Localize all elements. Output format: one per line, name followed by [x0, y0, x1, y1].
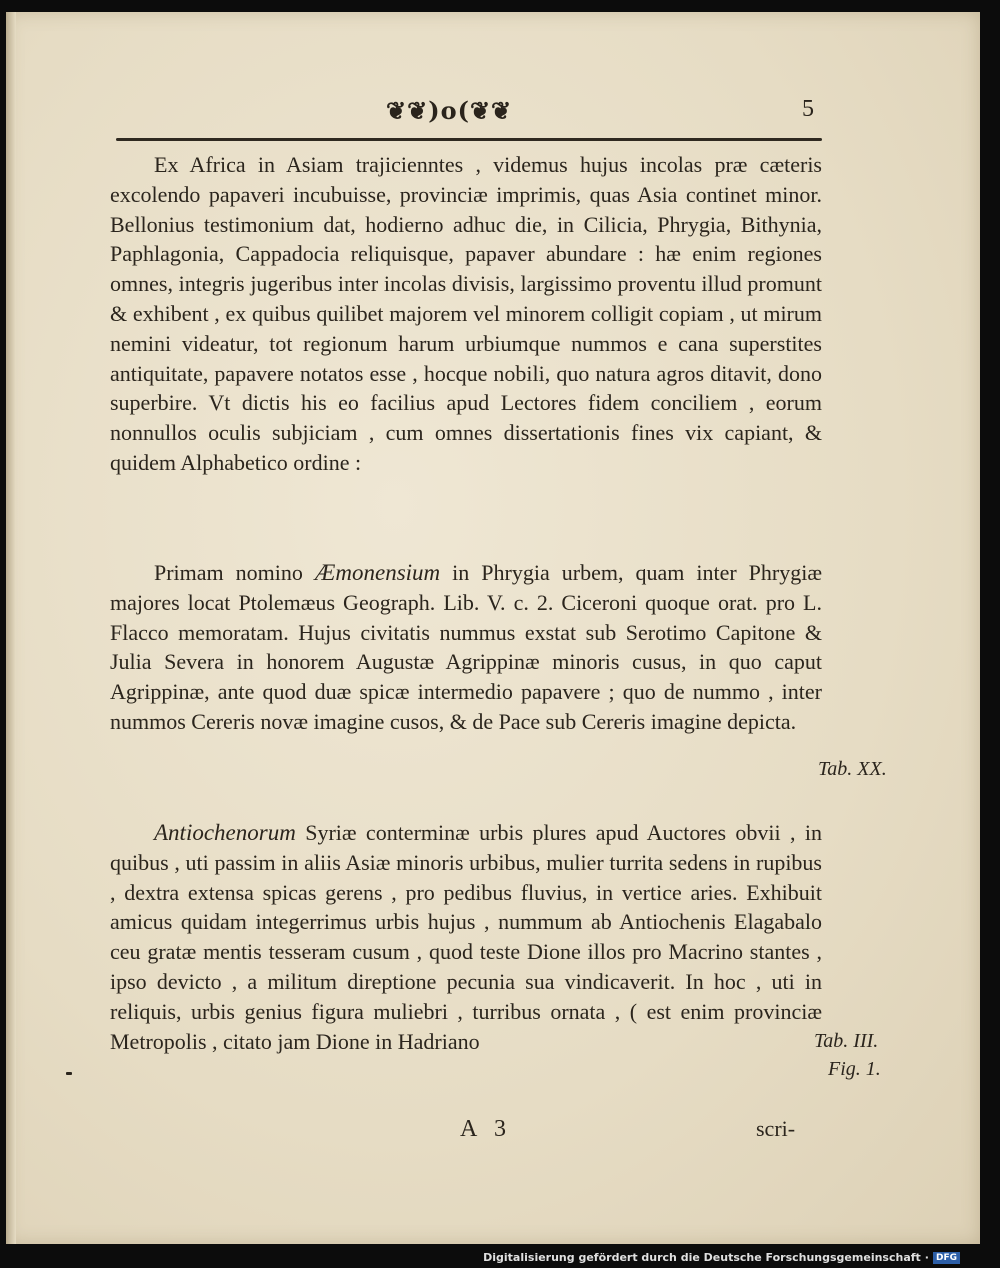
book-page	[6, 12, 980, 1244]
page-header	[6, 90, 980, 136]
credit-separator: ·	[924, 1251, 929, 1264]
paragraph-3	[110, 818, 822, 1056]
paragraph-2-body: in Phrygia urbem, quam inter Phrygiæ majores locat Ptolemæus Geograph. Lib. V. c. 2. Ciceroni quoque orat. pro L. Flacco memoratam. Hujus civitatis nummus exstat sub Serotimo Capitone & Julia Severa in honorem Augustæ Agrippinæ minoris cusus, in quo caput Agrippinæ, ante quod duæ spicæ intermedio papavere ; quo de nummo , inter nummos Cereris novæ imagine cusos, & de Pace sub Cereris imagine depicta.	[110, 560, 823, 734]
paragraph-3-body: Syriæ conterminæ urbis plures apud Auctores obvii , in quibus , uti passim in aliis Asiæ minoris urbibus, mulier turrita sedens in rupibus , dextra extensa spicas gerens , pro pedibus fluvius, in vertice aries. Exhibuit amicus quidam integerrimus urbis hujus , nummum ab Antiochenis Elagabalo ceu gratæ mentis tesseram cusum , quod teste Dione illos pro Macrino stantes , ipso devicto , a militum direptione pecunia sua vindicaverit. In hoc , uti in reliquis, urbis genius figura muliebri , turribus ornata , ( est enim provinciæ Metropolis , citato jam Dione in Hadriano	[110, 820, 823, 1054]
signature-mark: A 3	[460, 1116, 513, 1142]
paragraph-2-lead: Primam nomino	[154, 560, 303, 585]
margin-note-fig-1: Fig. 1.	[828, 1058, 881, 1080]
page-number: 5	[802, 96, 814, 122]
ink-speck	[66, 1072, 72, 1075]
paragraph-2	[110, 558, 822, 737]
digitization-credit	[483, 1251, 960, 1264]
credit-text: Digitalisierung gefördert durch die Deutsche Forschungsgemeinschaft	[483, 1251, 921, 1264]
dfg-logo: DFG	[933, 1252, 960, 1264]
header-rule	[116, 138, 822, 141]
city-name-aemonensium: Æmonensium	[314, 560, 441, 585]
city-name-antiochenorum: Antiochenorum	[154, 820, 296, 845]
margin-note-tab-xx: Tab. XX.	[818, 758, 887, 780]
catchword: scri-	[756, 1116, 796, 1141]
margin-note-tab-iii: Tab. III.	[814, 1030, 879, 1052]
paragraph-1	[110, 150, 822, 478]
paragraph-3-text	[110, 818, 822, 1056]
page-gutter	[6, 12, 16, 1244]
paragraph-1-text: Ex Africa in Asiam trajicienntes , videmus hujus incolas præ cæteris excolendo papaveri incubuisse, provinciæ imprimis, quas Asia continet minor. Bellonius testimonium dat, hodierno adhuc die, in Cilicia, Phrygia, Bithynia, Paphlagonia, Cappadocia reliquisque, papaver abundare : hæ enim regiones omnes, integris jugeribus inter incolas divisis, largissimo proventu illud promunt & exhibent , ex quibus quilibet majorem vel minorem colligit copiam , ut mirum nemini videatur, tot regionum harum urbiumque nummos e cana superstites antiquitate, papavere notatos esse , hocque nobili, quo natura agros ditavit, dono superbire. Vt dictis his eo facilius apud Lectores fidem conciliem , eorum nonnullos oculis subjiciam , cum omnes dissertationis fines vix capiant, & quidem Alphabetico ordine :	[110, 152, 822, 475]
paragraph-2-text	[110, 558, 822, 737]
running-head-ornament: ❦❦)o(❦❦	[386, 96, 513, 125]
